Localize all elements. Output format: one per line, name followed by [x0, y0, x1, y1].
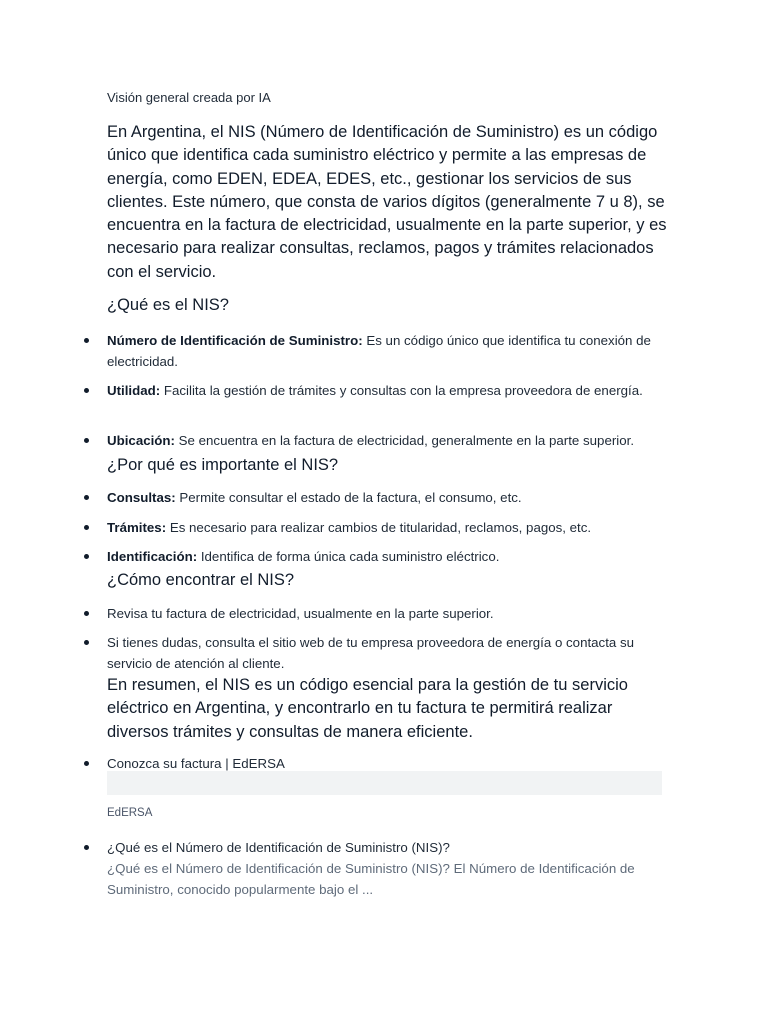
source-link-title[interactable]: ¿Qué es el Número de Identificación de Suministro (NIS)?	[107, 840, 450, 855]
list-item-text: Permite consultar el estado de la factura, el consumo, etc.	[175, 490, 522, 505]
section-heading-que-es: ¿Qué es el NIS?	[107, 296, 229, 314]
list-item-term: Ubicación:	[107, 433, 175, 448]
section-heading-por-que: ¿Por qué es importante el NIS?	[107, 456, 339, 474]
list-item-text: Si tienes dudas, consulta el sitio web de tu empresa proveedora de energía o contacta su servicio de atención al cliente.	[107, 635, 635, 671]
bullet-icon	[84, 845, 89, 850]
list-item-term: Utilidad:	[107, 383, 161, 398]
list-item-text: Es necesario para realizar cambios de titularidad, reclamos, pagos, etc.	[166, 520, 592, 535]
link-preview-placeholder[interactable]	[107, 771, 662, 795]
overview-label: Visión general creada por IA	[107, 90, 271, 105]
bullet-icon	[84, 495, 89, 500]
bullet-icon	[84, 525, 89, 530]
source-link-snippet: ¿Qué es el Número de Identificación de Suministro (NIS)? El Número de Identificación de Suministro, conocido popularmente bajo el ...	[107, 861, 635, 897]
list-item	[107, 632, 663, 674]
list-item	[107, 603, 663, 624]
intro-paragraph: En Argentina, el NIS (Número de Identificación de Suministro) es un código único que identifica cada suministro eléctrico y permite a las empresas de energía, como EDEN, EDEA, EDES, etc., gestionar los servicios de sus clientes. Este número, que consta de varios dígitos (generalmente 7 u 8), se encuentra en la factura de electricidad, usualmente en la parte superior, y es necesario para realizar consultas, reclamos, pagos y trámites relacionados con el servicio.	[107, 123, 667, 281]
source-name: EdERSA	[107, 807, 153, 819]
list-item	[107, 546, 663, 567]
source-link-title[interactable]: Conozca su factura | EdERSA	[107, 756, 285, 771]
list-item-text: Facilita la gestión de trámites y consultas con la empresa proveedora de energía.	[160, 383, 643, 398]
list-item-term: Identificación:	[107, 549, 198, 564]
bullet-icon	[84, 438, 89, 443]
bullet-icon	[84, 554, 89, 559]
list-item-text: Se encuentra en la factura de electricidad, generalmente en la parte superior.	[174, 433, 635, 448]
list-item-text: Revisa tu factura de electricidad, usualmente en la parte superior.	[107, 606, 494, 621]
list-item	[107, 330, 663, 372]
section-heading-como-encontrar: ¿Cómo encontrar el NIS?	[107, 571, 295, 589]
bullet-icon	[84, 761, 89, 766]
list-item	[107, 430, 663, 451]
bullet-icon	[84, 338, 89, 343]
list-item-term: Consultas:	[107, 490, 176, 505]
list-item-text: Es un código único que identifica tu conexión de electricidad.	[107, 333, 651, 369]
summary-paragraph: En resumen, el NIS es un código esencial para la gestión de tu servicio eléctrico en Argentina, y encontrarlo en tu factura te permitirá realizar diversos trámites y consultas de manera eficiente.	[107, 676, 628, 741]
list-item	[107, 380, 663, 401]
list-item	[107, 517, 663, 538]
list-item-term: Trámites:	[107, 520, 167, 535]
bullet-icon	[84, 640, 89, 645]
bullet-icon	[84, 611, 89, 616]
list-item	[107, 487, 663, 508]
list-item-text: Identifica de forma única cada suministro eléctrico.	[197, 549, 500, 564]
list-item-term: Número de Identificación de Suministro:	[107, 333, 363, 348]
bullet-icon	[84, 388, 89, 393]
source-link-que-es-nis[interactable]	[107, 837, 663, 900]
